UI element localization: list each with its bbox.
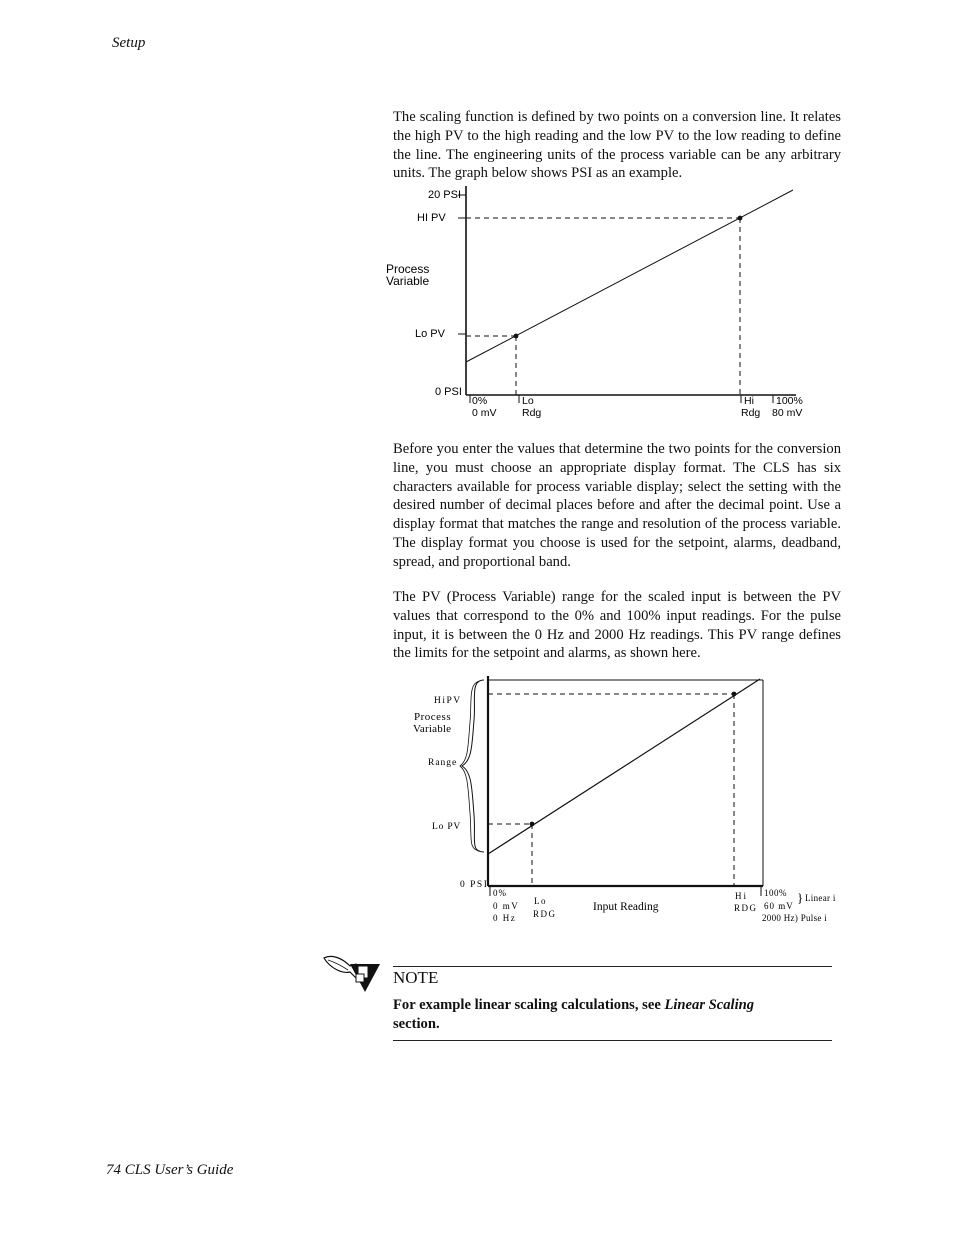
note-body bbox=[393, 996, 823, 1034]
lo-pv-label: Lo PV bbox=[415, 328, 445, 340]
note-bottom-rule bbox=[393, 1040, 832, 1041]
x0-pct-label: 0% bbox=[493, 888, 507, 898]
hi-rdg-label-1: Hi bbox=[744, 395, 754, 407]
linear-brace-mark: } bbox=[797, 890, 804, 905]
page-footer: 74 CLS User’s Guide bbox=[106, 1162, 234, 1178]
lo-rdg-label-1: Lo bbox=[522, 395, 534, 407]
y-axis-title-1: Process bbox=[386, 262, 430, 276]
y-axis-title-2: Variable bbox=[413, 723, 452, 735]
paragraph-scaling-function: The scaling function is defined by two points on a conversion line. It relates the high PV to the high reading and the low PV to the low reading to define the line. The engineering units of the process variable can be any arbitrary units. The graph below shows PSI as an example. bbox=[393, 109, 841, 182]
x-axis-title: Input Reading bbox=[593, 901, 659, 913]
y-axis-title-2: Variable bbox=[386, 274, 430, 288]
x0-mv-label: 0 mV bbox=[493, 901, 520, 911]
x100-mv-label: 60 mV bbox=[764, 901, 794, 911]
pv-range-figure bbox=[400, 670, 844, 930]
x0-pct-label: 0% bbox=[472, 395, 488, 407]
hi-rdg-label-2: Rdg bbox=[741, 407, 761, 419]
x0-hz-label: 0 Hz bbox=[493, 913, 517, 923]
lo-rdg-label-2: Rdg bbox=[522, 407, 542, 419]
paragraph-display-format: Before you enter the values that determine the two points for the conversion line, you must choose an appropriate display format. The CLS has six characters available for process variable display; select the setting with the desired number of decimal places before and after the decimal point. Use a display format that matches the range and resolution of the process variable. The display format you choose is used for the setpoint, alarms, deadband, spread, and proportional band. bbox=[393, 441, 841, 570]
y-zero-label: 0 PSI bbox=[435, 386, 462, 398]
linear-label: Linear i bbox=[805, 893, 836, 903]
hi-point bbox=[732, 692, 737, 697]
x100-mv-label: 80 mV bbox=[772, 407, 803, 419]
lo-rdg-label-1: Lo bbox=[534, 896, 547, 906]
hi-rdg-label-2: RDG bbox=[734, 903, 758, 913]
lo-point bbox=[514, 334, 519, 339]
hi-pv-label: HI PV bbox=[417, 212, 446, 224]
hand-pointer-note-icon bbox=[320, 952, 384, 1002]
lo-point bbox=[530, 822, 535, 827]
hi-pv-label: HiPV bbox=[434, 696, 462, 706]
lo-rdg-label-2: RDG bbox=[533, 909, 557, 919]
note-body-suffix: section. bbox=[393, 1016, 440, 1032]
range-label: Range bbox=[428, 758, 458, 768]
range-brace bbox=[462, 680, 484, 852]
note-body-link-text: Linear Scaling bbox=[664, 997, 755, 1013]
lo-pv-label: Lo PV bbox=[432, 822, 462, 832]
x100-pct-label: 100% bbox=[776, 395, 803, 407]
y-axis-title-1: Process bbox=[414, 711, 452, 723]
note-title: NOTE bbox=[393, 968, 439, 987]
x0-mv-label: 0 mV bbox=[472, 407, 497, 419]
y-top-label: 20 PSI bbox=[428, 189, 462, 201]
hi-point bbox=[738, 216, 743, 221]
paragraph-pv-range: The PV (Process Variable) range for the scaled input is between the PV values that correspond to the 0% and 100% input readings. For the pulse input, it is between the 0 Hz and 2000 Hz readings. This PV range defines the limits for the setpoint and alarms, as shown here. bbox=[393, 589, 841, 662]
note-body-prefix: For example linear scaling calculations, see bbox=[393, 997, 665, 1013]
conversion-line-figure bbox=[370, 182, 820, 422]
y-zero-label: 0 PSI bbox=[460, 880, 489, 890]
page-header: Setup bbox=[112, 35, 146, 51]
x100-pct-label: 100% bbox=[764, 888, 787, 898]
conversion-line bbox=[488, 679, 760, 854]
hi-rdg-label-1: Hi bbox=[735, 891, 748, 901]
x100-hz-label: 2000 Hz) Pulse i bbox=[762, 913, 828, 923]
note-top-rule bbox=[393, 966, 832, 967]
